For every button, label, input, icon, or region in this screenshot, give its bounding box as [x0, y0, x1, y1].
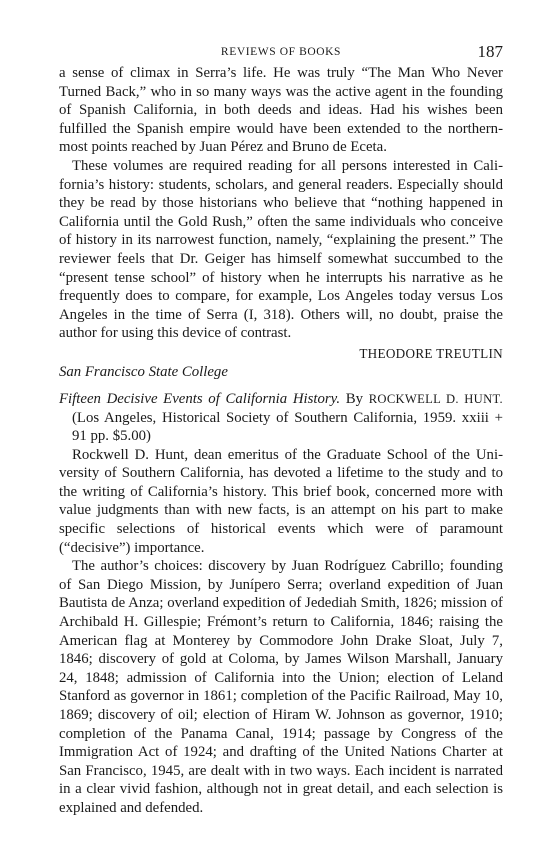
book-page — [59, 42, 503, 818]
running-title: REVIEWS OF BOOKS — [220, 46, 342, 58]
by-word: By — [345, 390, 364, 407]
page-number: 187 — [477, 42, 503, 61]
book-title: Fifteen Decisive Events of California History. — [59, 390, 341, 407]
paragraph: The author’s choices: discovery by Juan Rodríguez Cabrillo; founding of San Diego Mission, by Junípero Serra; overland expedition of Juan Bautista de Anza; overland expedition of Jedediah Smith, 1826; mission of Archibald H. Gillespie; Frémont’s return to California, 1846; raising the American flag at Monterey by Commodore John Drake Sloat, July 7, 1846; discovery of gold at Coloma, by James Wilson Marshall, January 24, 1848; admission of California into the Union; election of Leland Stanford as governor in 1861; completion of the Pacific Railroad, May 10, 1869; discovery of oil; election of Hiram W. Johnson as governor, 1910; completion of the Panama Canal, 1914; passage by Congress of the Immigration Act of 1924; and drafting of the United Nations Charter at San Francisco, 1945, are dealt with in two ways. Each incident is narrated in a clear vivid fashion, although not in great detail, and each selection is explained and defended. — [59, 558, 503, 816]
paragraph: These volumes are required reading for all persons interested in California’s history: students, scholars, and general readers. Especially should they be read by those historians who believe that “nothing happened in California until the Gold Rush,” often the same individuals who conceive of history in its narrowest function, namely, “explaining the present.” The reviewer feels that Dr. Geiger has himself somewhat succumbed to the “present tense school” of history when he interrupts his narrative as he frequently does to compare, for example, Los Angeles today versus Los Angeles in the time of Serra (I, 318). Others will, no doubt, praise the author for using this device of contrast. — [59, 157, 503, 342]
publication-info: (Los Angeles, Historical Society of Southern California, 1959. xxiii + 91 pp. $5.00) — [72, 409, 503, 445]
paragraph: a sense of climax in Serra’s life. He was truly “The Man Who Never Turned Back,” who in so many ways was the active agent in the founding of Spanish California, in both deeds and ideas. Had his wishes been fulfilled the Spanish empire would have been extended to the northernmost points reached by Juan Pérez and Bruno de Eceta. — [59, 65, 503, 156]
book-author: ROCKWELL D. HUNT. — [368, 391, 503, 406]
reviewer-affiliation: San Francisco State College — [59, 363, 228, 380]
book-citation — [59, 390, 503, 446]
running-header — [59, 42, 503, 64]
review-entry — [59, 390, 503, 818]
reviewer-signature: THEODORE TREUTLIN — [359, 345, 503, 361]
paragraph: Rockwell D. Hunt, dean emeritus of the Graduate School of the University of Southern California, has devoted a lifetime to the study and to the writing of California’s history. This brief book, concerned more with value judgments than with new facts, is an attempt on his part to make specific selections of historical events which were of paramount (“decisive”) importance. — [59, 446, 503, 556]
review-continuation — [59, 64, 503, 382]
